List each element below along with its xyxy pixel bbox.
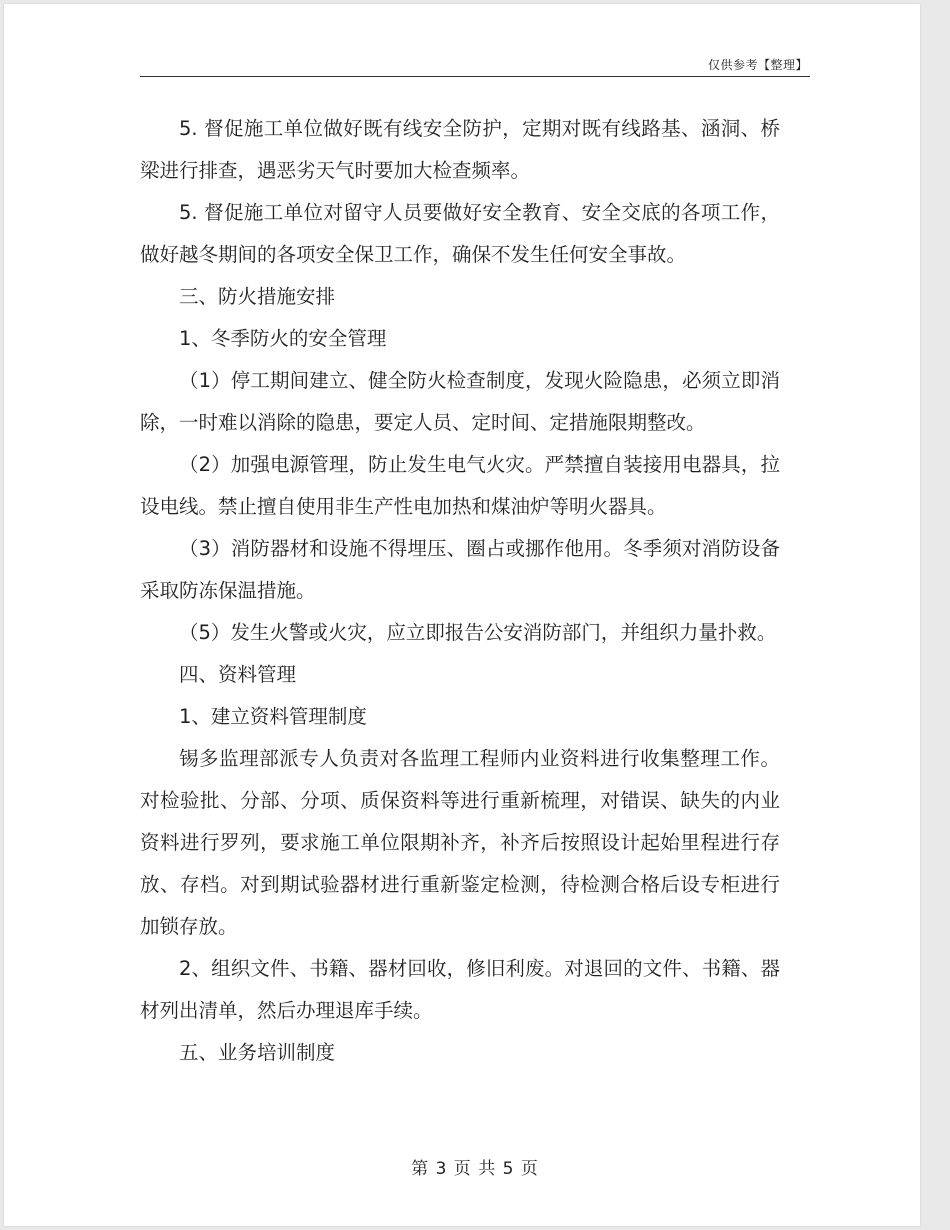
paragraph: （1）停工期间建立、健全防火检查制度，发现火险隐患，必须立即消除，一时难以消除的隐患，要定人员、定时间、定措施限期整改。 [140, 369, 780, 434]
paragraph: （2）加强电源管理，防止发生电气火灾。严禁擅自装接用电器具，拉设电线。禁止擅自使用非生产性电加热和煤油炉等明火器具。 [140, 453, 780, 518]
page-number: 第 3 页 共 5 页 [411, 1159, 539, 1179]
subsection-heading: 1、建立资料管理制度 [179, 705, 367, 728]
header-label: 仅供参考【整理】 [707, 58, 808, 72]
section-heading: 四、资料管理 [179, 663, 297, 686]
section-heading: 三、防火措施安排 [179, 285, 336, 308]
section-heading: 五、业务培训制度 [179, 1041, 336, 1064]
paragraph: （3）消防器材和设施不得埋压、圈占或挪作他用。冬季须对消防设备采取防冻保温措施。 [140, 537, 780, 602]
paragraph: 5. 督促施工单位对留守人员要做好安全教育、安全交底的各项工作，做好越冬期间的各项安全保卫工作，确保不发生任何安全事故。 [140, 201, 780, 266]
paragraph: 5. 督促施工单位做好既有线安全防护，定期对既有线路基、涵洞、桥梁进行排查，遇恶劣天气时要加大检查频率。 [140, 117, 780, 182]
page-footer [0, 1154, 950, 1179]
document-body [140, 108, 780, 1074]
subsection-heading: 1、冬季防火的安全管理 [179, 327, 387, 350]
paragraph: 锡多监理部派专人负责对各监理工程师内业资料进行收集整理工作。对检验批、分部、分项、质保资料等进行重新梳理，对错误、缺失的内业资料进行罗列，要求施工单位限期补齐，补齐后按照设计起始里程进行存放、存档。对到期试验器材进行重新鉴定检测，待检测合格后设专柜进行加锁存放。 [140, 747, 780, 938]
page-header [140, 50, 810, 77]
paragraph: 2、组织文件、书籍、器材回收，修旧利废。对退回的文件、书籍、器材列出清单，然后办理退库手续。 [140, 957, 780, 1022]
paragraph: （5）发生火警或火灾，应立即报告公安消防部门，并组织力量扑救。 [179, 621, 777, 644]
